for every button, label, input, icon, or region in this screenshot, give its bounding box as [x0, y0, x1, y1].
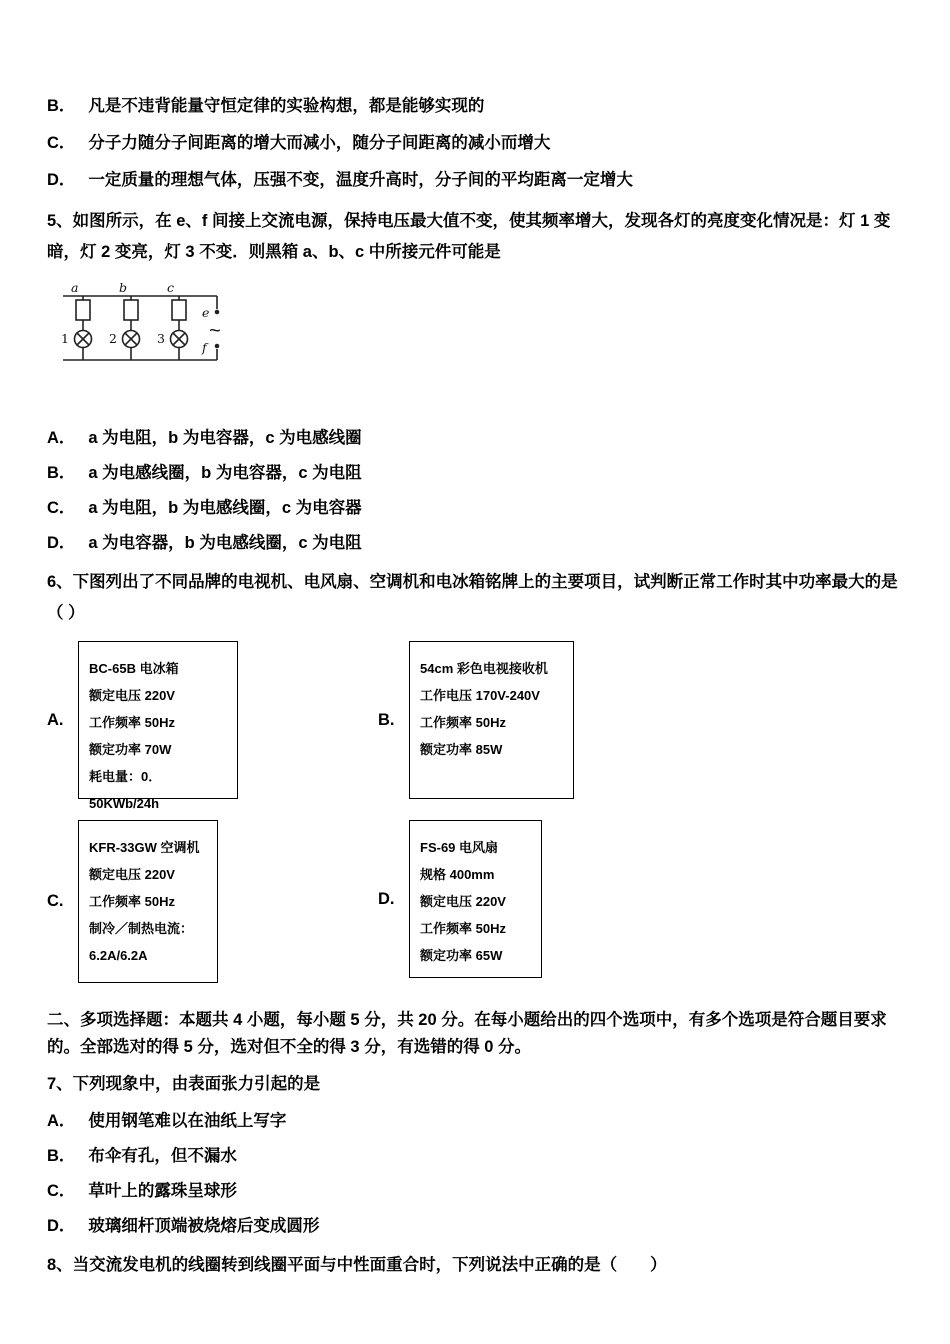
lamp-3-label: 3	[157, 331, 165, 346]
option-label: C．	[47, 134, 76, 152]
circuit-diagram	[47, 280, 908, 385]
terminal-f-label: f	[202, 340, 207, 355]
box-a-label: a	[71, 280, 79, 295]
option-label: D．	[47, 534, 76, 552]
q7-stem: 7、下列现象中，由表面张力引起的是	[47, 1075, 321, 1093]
option-label: B.	[378, 710, 395, 729]
option-label: D．	[47, 1217, 76, 1235]
option-text: 凡是不违背能量守恒定律的实验构想，都是能够实现的	[88, 97, 485, 115]
box-c-label: c	[167, 280, 175, 295]
option-text: 使用钢笔难以在油纸上写字	[88, 1112, 287, 1130]
plate-line: 额定电压 220V	[420, 894, 506, 909]
option-text: 一定质量的理想气体，压强不变，温度升高时，分子间的平均距离一定增大	[88, 171, 633, 189]
plate-line: KFR-33GW 空调机	[89, 840, 200, 855]
option-text: 分子力随分子间距离的增大而减小，随分子间距离的减小而增大	[88, 134, 551, 152]
nameplate-television	[409, 641, 574, 799]
q4-option-d	[47, 169, 908, 191]
nameplate-row-2	[47, 820, 908, 983]
q7-option-c	[47, 1180, 908, 1202]
nameplate-group-b	[378, 641, 574, 799]
lamp-1-label: 1	[61, 331, 69, 346]
q5-option-d	[47, 532, 908, 554]
option-label: D.	[378, 889, 395, 908]
q7-option-a	[47, 1110, 908, 1132]
plate-line: 额定电压 220V	[89, 688, 175, 703]
q7-option-b	[47, 1145, 908, 1167]
plate-line: 额定功率 70W	[89, 742, 172, 757]
option-label: B．	[47, 1147, 76, 1165]
option-label: C．	[47, 499, 76, 517]
plate-line: 制冷／制热电流：	[89, 921, 194, 936]
q5-option-b	[47, 462, 908, 484]
nameplate-group-d	[378, 820, 542, 978]
option-label: A．	[47, 1112, 76, 1130]
q4-option-b	[47, 95, 908, 117]
q5-options	[47, 427, 908, 554]
option-label: A．	[47, 429, 76, 447]
terminal-e-dot	[215, 310, 220, 315]
nameplate-electric-fan	[409, 820, 542, 978]
q7-options	[47, 1110, 908, 1237]
nameplate-group-c	[47, 820, 218, 983]
option-text: a 为电容器，b 为电感线圈，c 为电阻	[88, 534, 362, 552]
option-text: a 为电阻，b 为电容器，c 为电感线圈	[88, 429, 362, 447]
terminal-e-label: e	[202, 305, 210, 320]
plate-line: 额定功率 85W	[420, 742, 503, 757]
plate-line: 额定电压 220V	[89, 867, 175, 882]
plate-line: 工作频率 50Hz	[420, 921, 506, 936]
plate-line: 规格 400mm	[420, 867, 495, 882]
option-label: D．	[47, 171, 76, 189]
plate-line: 6.2A/6.2A	[89, 948, 148, 963]
q5-option-a	[47, 427, 908, 449]
option-label: C．	[47, 1182, 76, 1200]
plate-line: 工作电压 170V-240V	[420, 688, 540, 703]
q5-stem: 5、如图所示，在 e、f 间接上交流电源，保持电压最大值不变，使其频率增大，发现各灯的亮度变化情况是：灯 1 变暗，灯 2 变亮，灯 3 不变．则黑箱 a、b、c 中所接元件可能是	[47, 212, 891, 261]
nameplate-air-conditioner	[78, 820, 218, 983]
nameplate-group-a	[47, 641, 238, 811]
q6-stem: 6、下图列出了不同品牌的电视机、电风扇、空调机和电冰箱铭牌上的主要项目，试判断正常工作时其中功率最大的是	[47, 573, 898, 591]
nameplate-refrigerator	[78, 641, 238, 811]
option-label: B．	[47, 464, 76, 482]
plate-line: 耗电量：0．50KWb/24h	[89, 769, 162, 811]
plate-line: 54cm 彩色电视接收机	[420, 661, 548, 676]
option-text: 布伞有孔，但不漏水	[88, 1147, 237, 1165]
box-b-label: b	[119, 280, 128, 295]
q8-stem: 8、当交流发电机的线圈转到线圈平面与中性面重合时，下列说法中正确的是（ ）	[47, 1256, 667, 1274]
plate-line: 额定功率 65W	[420, 948, 503, 963]
option-text: 玻璃细杆顶端被烧熔后变成圆形	[88, 1217, 320, 1235]
ac-source-symbol: ~	[209, 320, 221, 342]
option-text: a 为电感线圈，b 为电容器，c 为电阻	[88, 464, 362, 482]
plate-line: 工作频率 50Hz	[89, 894, 175, 909]
q6-answer-brackets: （ ）	[47, 604, 85, 622]
option-label: C.	[47, 892, 64, 910]
q4-option-c	[47, 132, 908, 154]
option-label: B．	[47, 97, 76, 115]
plate-line: 工作频率 50Hz	[89, 715, 175, 730]
nameplate-row-1	[47, 641, 908, 811]
section2-heading: 二、多项选择题：本题共 4 小题，每小题 5 分，共 20 分。在每小题给出的四个选项中，有多个选项是符合题目要求的。全部选对的得 5 分，选对但不全的得 3 分，有选错的得 0 分。	[47, 1011, 887, 1056]
circuit-svg	[47, 280, 252, 380]
q5-option-c	[47, 497, 908, 519]
option-text: a 为电阻，b 为电感线圈，c 为电容器	[88, 499, 362, 517]
lamp-2-label: 2	[109, 331, 117, 346]
plate-line: BC-65B 电冰箱	[89, 661, 179, 676]
plate-line: FS-69 电风扇	[420, 840, 499, 855]
option-text: 草叶上的露珠呈球形	[88, 1182, 237, 1200]
plate-line: 工作频率 50Hz	[420, 715, 506, 730]
terminal-f-dot	[215, 344, 220, 349]
q7-option-d	[47, 1215, 908, 1237]
option-label: A.	[47, 710, 64, 729]
